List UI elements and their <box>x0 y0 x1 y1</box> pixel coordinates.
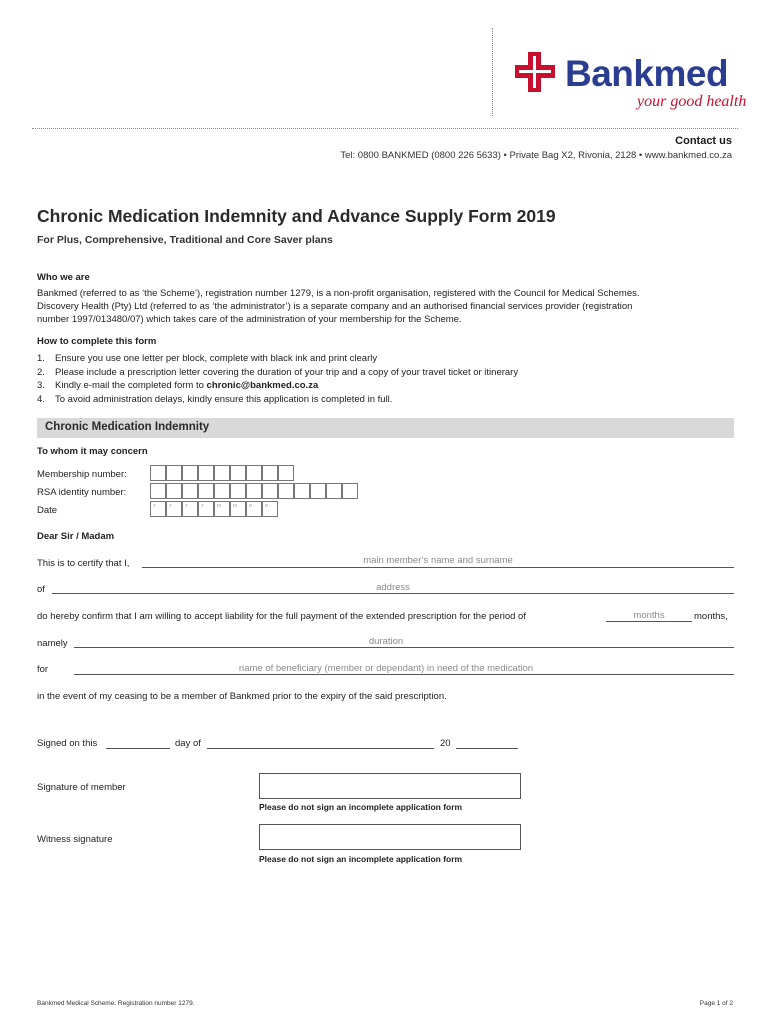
digit-box[interactable] <box>182 501 198 517</box>
digit-box[interactable] <box>230 501 246 517</box>
digit-box[interactable] <box>326 483 342 499</box>
email-link[interactable]: chronic@bankmed.co.za <box>206 380 319 391</box>
header-horizontal-divider <box>32 128 738 129</box>
digit-box[interactable] <box>246 483 262 499</box>
header-vertical-divider <box>492 28 493 116</box>
logo-tagline: your good health <box>637 93 747 110</box>
member-name-hint: main member’s name and surname <box>363 555 513 566</box>
membership-label: Membership number: <box>37 469 127 480</box>
digit-box[interactable] <box>150 501 166 517</box>
membership-number-boxes[interactable] <box>150 465 298 481</box>
footer-registration: Bankmed Medical Scheme. Registration number 1279. <box>37 1000 195 1007</box>
digit-box-placeholder: M <box>233 503 237 508</box>
to-whom-heading: To whom it may concern <box>37 446 148 457</box>
digit-box[interactable] <box>214 501 230 517</box>
salutation: Dear Sir / Madam <box>37 531 115 542</box>
instructions-list <box>37 352 518 406</box>
digit-box[interactable] <box>262 501 278 517</box>
digit-box[interactable] <box>182 465 198 481</box>
digit-box[interactable] <box>150 465 166 481</box>
digit-box[interactable] <box>246 465 262 481</box>
digit-box[interactable] <box>214 465 230 481</box>
digit-box[interactable] <box>198 501 214 517</box>
address-field[interactable] <box>52 593 734 594</box>
bankmed-logo: Bankmed <box>565 53 729 94</box>
digit-box-placeholder: D <box>249 503 253 508</box>
digit-box[interactable] <box>278 465 294 481</box>
member-signature-box[interactable] <box>259 773 521 799</box>
witness-signature-label: Witness signature <box>37 834 113 845</box>
year-prefix: 20 <box>440 738 451 749</box>
contact-details: Tel: 0800 BANKMED (0800 226 5633) • Private Bag X2, Rivonia, 2128 • www.bankmed.co.za <box>340 150 732 161</box>
signed-day-field[interactable] <box>106 748 170 749</box>
months-field[interactable] <box>606 621 692 622</box>
member-signature-warning: Please do not sign an incomplete application form <box>259 802 463 812</box>
digit-box[interactable] <box>150 483 166 499</box>
address-hint: address <box>376 582 410 593</box>
witness-signature-box[interactable] <box>259 824 521 850</box>
digit-box[interactable] <box>294 483 310 499</box>
digit-box[interactable] <box>182 483 198 499</box>
list-item: 3. Kindly e-mail the completed form to chronic@bankmed.co.za <box>37 380 319 391</box>
section-header <box>37 418 734 438</box>
how-to-heading: How to complete this form <box>37 336 157 347</box>
of-label: of <box>37 584 45 595</box>
duration-field[interactable] <box>74 647 734 648</box>
who-we-are-heading: Who we are <box>37 272 90 283</box>
digit-box-placeholder: Y <box>169 503 173 508</box>
digit-box[interactable] <box>246 501 262 517</box>
beneficiary-hint: name of beneficiary (member or dependant) in need of the medication <box>238 663 534 674</box>
digit-box[interactable] <box>198 483 214 499</box>
for-label: for <box>37 664 49 675</box>
digit-box[interactable] <box>198 465 214 481</box>
namely-label: namely <box>37 638 68 649</box>
id-number-boxes[interactable] <box>150 483 362 499</box>
digit-box-placeholder: Y <box>201 503 205 508</box>
signed-month-field[interactable] <box>207 748 434 749</box>
digit-box-placeholder: Y <box>153 503 157 508</box>
months-hint: months <box>633 610 665 621</box>
who-line: Discovery Health (Pty) Ltd (referred to as ‘the administrator’) is a separate company and an authorised financial services provider (registration <box>37 301 633 312</box>
certify-label: This is to certify that I, <box>37 558 130 569</box>
digit-box-placeholder: Y <box>185 503 189 508</box>
list-item: 1. Ensure you use one letter per block, complete with black ink and print clearly <box>37 353 378 364</box>
signed-on-label: Signed on this <box>37 738 98 749</box>
member-name-field[interactable] <box>142 567 734 568</box>
months-label: months, <box>694 611 728 622</box>
witness-signature-warning: Please do not sign an incomplete application form <box>259 854 463 864</box>
contact-heading: Contact us <box>675 135 732 147</box>
digit-box[interactable] <box>342 483 358 499</box>
day-of-label: day of <box>175 738 201 749</box>
digit-box[interactable] <box>166 483 182 499</box>
digit-box[interactable] <box>278 483 294 499</box>
id-number-label: RSA identity number: <box>37 487 127 498</box>
signed-year-field[interactable] <box>456 748 518 749</box>
event-text: in the event of my ceasing to be a member of Bankmed prior to the expiry of the said prescription. <box>37 691 447 702</box>
digit-box[interactable] <box>214 483 230 499</box>
list-item: 4. To avoid administration delays, kindly ensure this application is completed in full. <box>37 393 393 405</box>
list-item: 2. Please include a prescription letter covering the duration of your trip and a copy of your travel ticket or itinerary <box>37 366 519 378</box>
digit-box-placeholder: D <box>265 503 269 508</box>
digit-box-placeholder: M <box>217 503 221 508</box>
page-title: Chronic Medication Indemnity and Advance Supply Form 2019 <box>37 206 556 226</box>
who-line: Bankmed (referred to as ‘the Scheme’), registration number 1279, is a non-profit organisation, registered with the Council for Medical Schemes. <box>37 288 640 299</box>
who-line: number 1997/013480/07) which takes care of the administration of your membership for the Scheme. <box>37 314 462 325</box>
section-title: Chronic Medication Indemnity <box>45 421 210 433</box>
date-label: Date <box>37 505 58 516</box>
digit-box[interactable] <box>166 501 182 517</box>
footer-page-number: Page 1 of 2 <box>699 1000 733 1007</box>
page-subtitle: For Plus, Comprehensive, Traditional and Core Saver plans <box>37 234 333 246</box>
member-signature-label: Signature of member <box>37 782 126 793</box>
digit-box[interactable] <box>166 465 182 481</box>
digit-box[interactable] <box>262 483 278 499</box>
who-we-are-text <box>37 287 640 326</box>
digit-box[interactable] <box>230 483 246 499</box>
bankmed-cross-icon <box>515 52 555 92</box>
digit-box[interactable] <box>262 465 278 481</box>
confirm-text: do hereby confirm that I am willing to accept liability for the full payment of the extended prescription for the period of <box>37 611 526 622</box>
duration-hint: duration <box>368 636 404 647</box>
digit-box[interactable] <box>230 465 246 481</box>
date-boxes[interactable] <box>150 501 280 517</box>
digit-box[interactable] <box>310 483 326 499</box>
beneficiary-field[interactable] <box>74 674 734 675</box>
